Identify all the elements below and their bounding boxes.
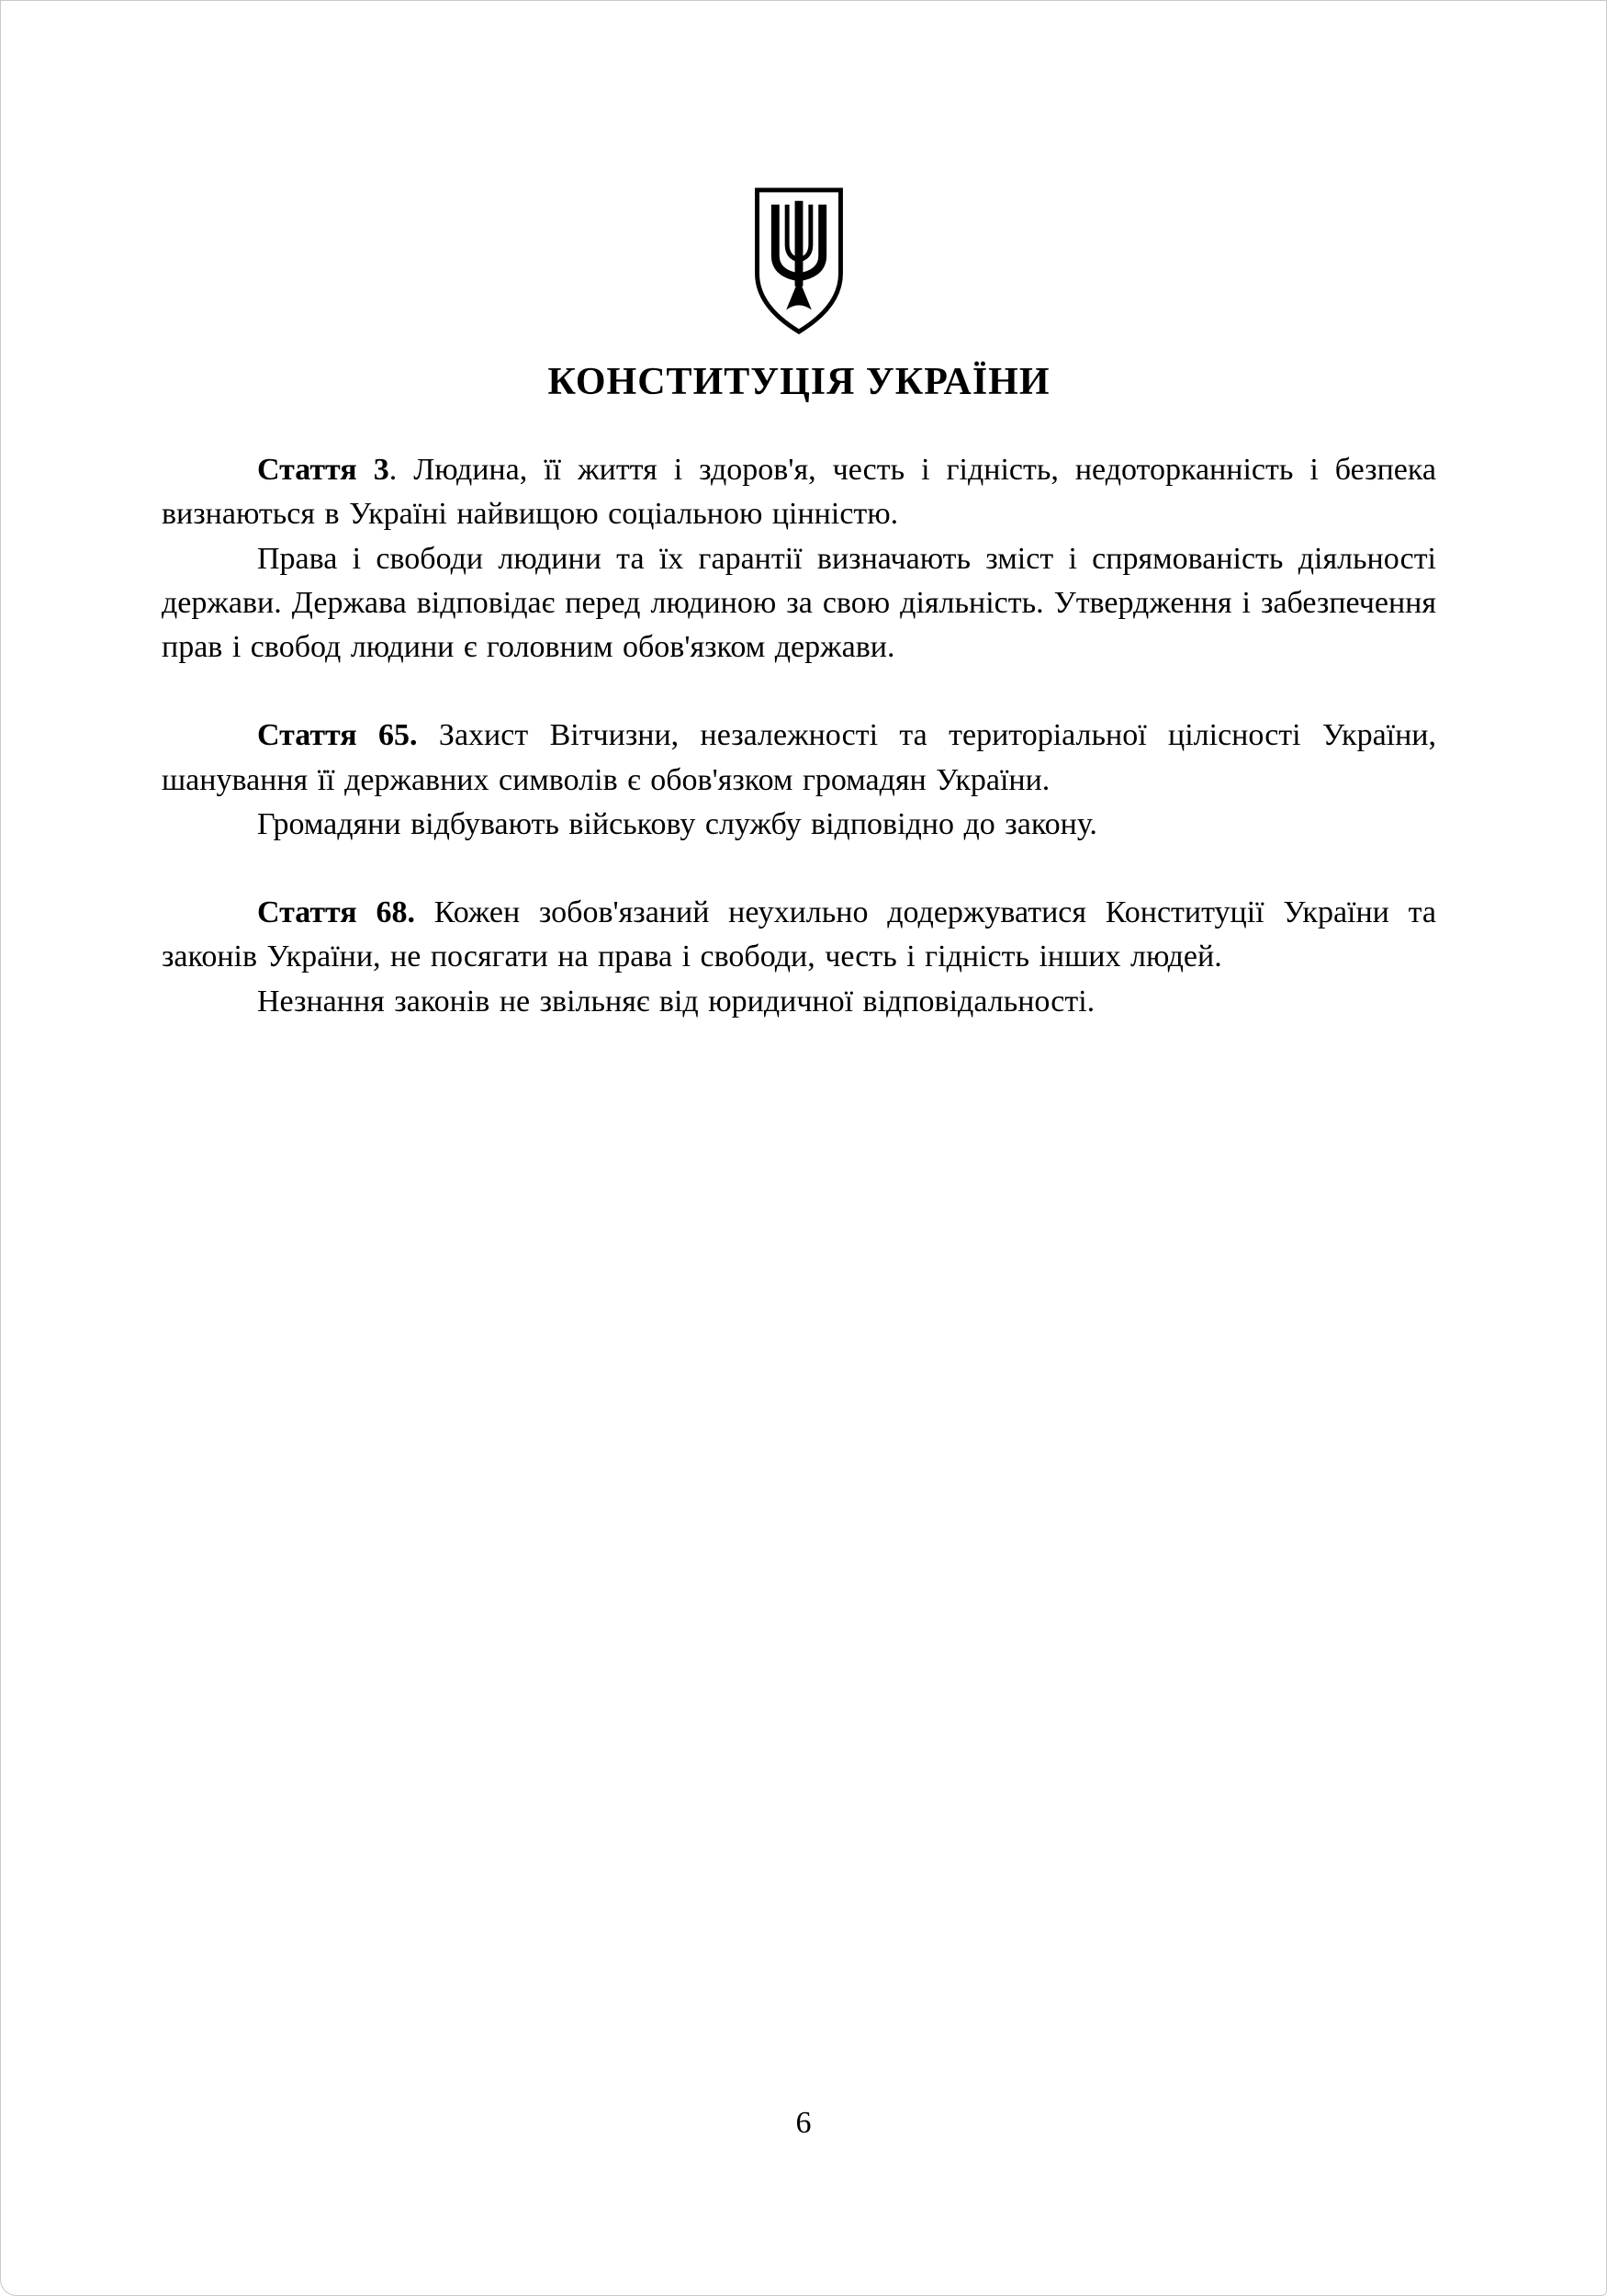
paragraph-text: Права і свободи людини та їх гарантії визначають зміст і спрямованість діяльності держави. Держава відповідає перед людиною за свою діяльність. Утвердження і забезпечення прав і свобод людини є головним обов'язком держави. (162, 541, 1436, 665)
article-68 (162, 891, 1436, 1024)
paragraph (162, 448, 1436, 537)
paragraph (162, 891, 1436, 980)
document-title: КОНСТИТУЦІЯ УКРАЇНИ (547, 361, 1051, 403)
emblem-container (162, 185, 1436, 343)
paragraph (162, 803, 1436, 847)
ukraine-coat-of-arms-icon (743, 185, 855, 339)
paragraph-text: Захист Вітчизни, незалежності та територіальної цілісності України, шанування її державних символів є обов'язком громадян України. (162, 718, 1436, 797)
paragraph-text: Кожен зобов'язаний неухильно додержуватися Конституції України та законів України, не посягати на права і свободи, честь і гідність інших людей. (162, 895, 1436, 974)
paragraph (162, 980, 1436, 1024)
article-65 (162, 714, 1436, 847)
article-number: Стаття 68. (257, 895, 415, 930)
article-number: Стаття 65. (257, 718, 418, 753)
paragraph (162, 537, 1436, 670)
paragraph-text: . Людина, її життя і здоров'я, честь і гідність, недоторканність і безпека визнаються в Україні найвищою соціальною цінністю. (162, 453, 1436, 532)
paragraph-text: Незнання законів не звільняє від юридичної відповідальності. (257, 984, 1096, 1019)
paragraph-text: Громадяни відбувають військову службу відповідно до закону. (257, 806, 1097, 841)
article-3 (162, 448, 1436, 670)
page-number: 6 (795, 2106, 812, 2140)
paragraph (162, 714, 1436, 803)
page-content (1, 1, 1606, 1024)
article-number: Стаття 3 (257, 453, 389, 487)
